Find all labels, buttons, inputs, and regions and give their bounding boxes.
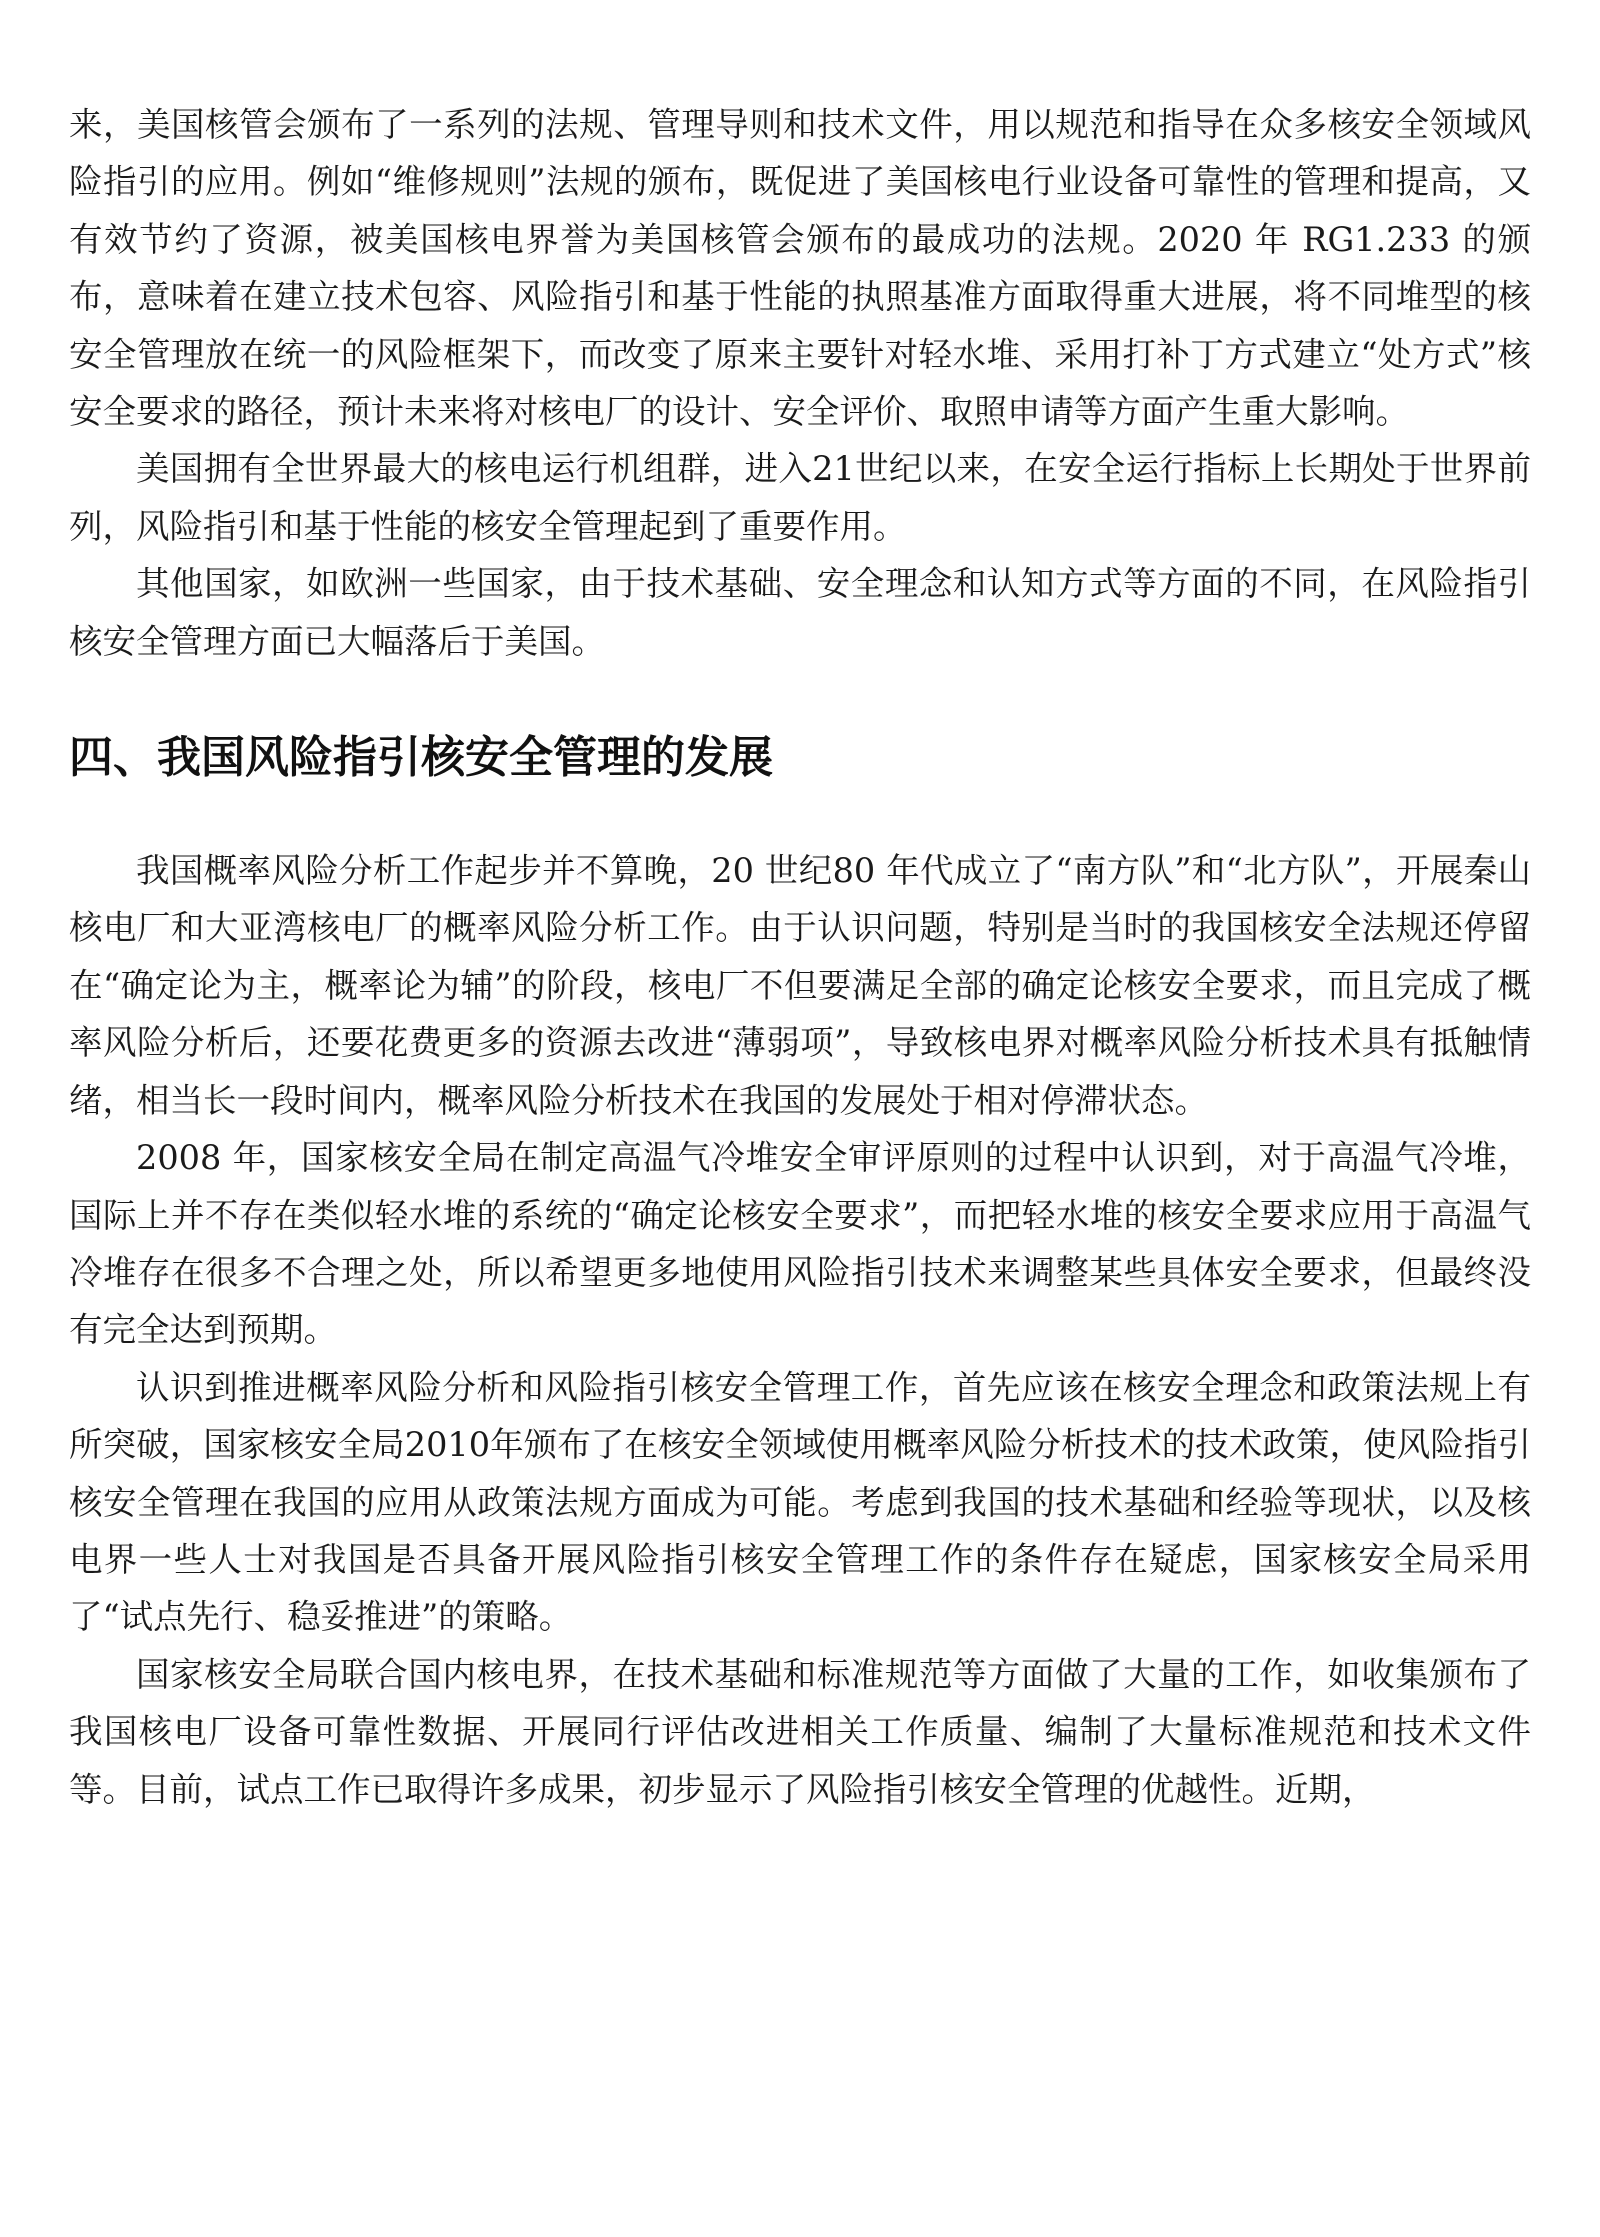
paragraph-us-regulations: 来，美国核管会颁布了一系列的法规、管理导则和技术文件，用以规范和指导在众多核安全领域风险指引的应用。例如“维修规则”法规的颁布，既促进了美国核电行业设备可靠性的管理和提高，又有效节约了资源，被美国核电界誉为美国核管会颁布的最成功的法规。2020 年 RG1.233 的颁布，意味着在建立技术包容、风险指引和基于性能的执照基准方面取得重大进展，将不同堆型的核安全管理放在统一的风险框架下，而改变了原来主要针对轻水堆、采用打补丁方式建立“处方式”核安全要求的路径，预计未来将对核电厂的设计、安全评价、取照申请等方面产生重大影响。 (69, 105, 1531, 432)
paragraph-joint-work: 国家核安全局联合国内核电界，在技术基础和标准规范等方面做了大量的工作，如收集颁布了我国核电厂设备可靠性数据、开展同行评估改进相关工作质量、编制了大量标准规范和技术文件等。目前，试点工作已取得许多成果，初步显示了风险指引核安全管理的优越性。近期， (69, 1654, 1531, 1809)
paragraph-2010-policy: 认识到推进概率风险分析和风险指引核安全管理工作，首先应该在核安全理念和政策法规上有所突破，国家核安全局2010年颁布了在核安全领域使用概率风险分析技术的技术政策，使风险指引核安全管理在我国的应用从政策法规方面成为可能。考虑到我国的技术基础和经验等现状，以及核电界一些人士对我国是否具备开展风险指引核安全管理工作的条件存在疑虑，国家核安全局采用了“试点先行、稳妥推进”的策略。 (69, 1367, 1531, 1637)
paragraph-2008-htgr: 2008 年，国家核安全局在制定高温气冷堆安全审评原则的过程中认识到，对于高温气冷堆，国际上并不存在类似轻水堆的系统的“确定论核安全要求”，而把轻水堆的核安全要求应用于高温气冷堆存在很多不合理之处，所以希望更多地使用风险指引技术来调整某些具体安全要求，但最终没有完全达到预期。 (69, 1138, 1531, 1350)
paragraph-other-countries: 其他国家，如欧洲一些国家，由于技术基础、安全理念和认知方式等方面的不同，在风险指引核安全管理方面已大幅落后于美国。 (69, 564, 1531, 661)
paragraph-us-fleet: 美国拥有全世界最大的核电运行机组群，进入21世纪以来，在安全运行指标上长期处于世界前列，风险指引和基于性能的核安全管理起到了重要作用。 (69, 449, 1531, 546)
section-heading: 四、我国风险指引核安全管理的发展 (69, 732, 773, 784)
document-page (69, 96, 1531, 1818)
paragraph-pra-history: 我国概率风险分析工作起步并不算晚，20 世纪80 年代成立了“南方队”和“北方队”，开展秦山核电厂和大亚湾核电厂的概率风险分析工作。由于认识问题，特别是当时的我国核安全法规还停留在“确定论为主，概率论为辅”的阶段，核电厂不但要满足全部的确定论核安全要求，而且完成了概率风险分析后，还要花费更多的资源去改进“薄弱项”，导致核电界对概率风险分析技术具有抵触情绪，相当长一段时间内，概率风险分析技术在我国的发展处于相对停滞状态。 (69, 851, 1531, 1120)
